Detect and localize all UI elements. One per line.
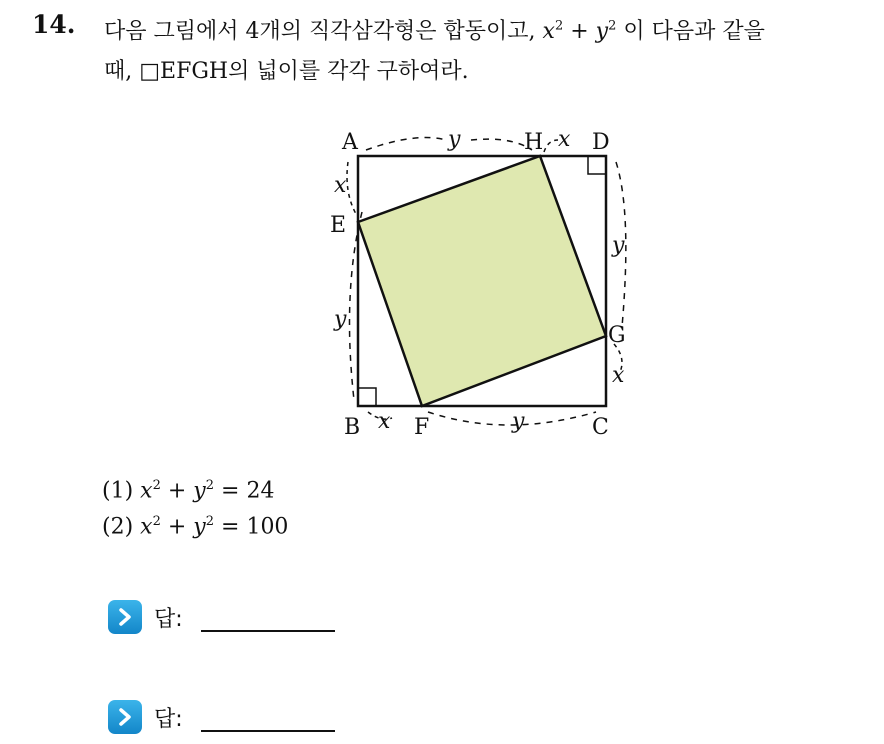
expr-x: x — [542, 19, 555, 44]
condition-2-x: x — [140, 514, 153, 540]
dash-left-lower — [350, 212, 363, 400]
seg-left-x: x — [334, 173, 347, 198]
condition-2-number: (2) — [102, 514, 134, 540]
answer-label-1: 답: — [154, 606, 183, 632]
question-text-line2: 때, □EFGH의 넓이를 각각 구하여라. — [104, 59, 469, 84]
condition-2-y: y — [193, 514, 206, 540]
seg-bottom-x: x — [378, 409, 391, 434]
seg-right-y: y — [612, 233, 625, 258]
expr-x-sup: 2 — [554, 18, 564, 34]
label-b: B — [344, 415, 361, 440]
condition-2-x-sup: 2 — [152, 514, 161, 529]
seg-top-y: y — [448, 127, 461, 152]
figure-svg — [326, 122, 642, 444]
expr-y-sup: 2 — [608, 18, 617, 34]
question-number: 14. — [32, 10, 76, 39]
dash-left-upper — [347, 162, 356, 214]
condition-2-rhs: = 100 — [221, 514, 289, 540]
condition-2-y-sup: 2 — [205, 514, 215, 529]
label-c: C — [592, 415, 609, 440]
condition-1-y: y — [193, 478, 206, 504]
inner-square-efgh — [358, 156, 606, 406]
expr-y: y — [595, 19, 609, 44]
dash-top-left — [366, 138, 446, 150]
condition-1-y-sup: 2 — [205, 478, 215, 493]
label-h: H — [524, 130, 544, 155]
answer-blank-2[interactable] — [201, 702, 335, 732]
answer-row-1 — [108, 600, 335, 634]
answer-row-2 — [108, 700, 335, 734]
chevron-right-icon — [108, 700, 142, 734]
condition-1-x: x — [140, 478, 153, 504]
condition-1-number: (1) — [102, 478, 134, 504]
label-g: G — [608, 323, 626, 348]
answer-label-2: 답: — [154, 706, 183, 732]
square-figure — [326, 122, 642, 444]
dash-top-mid — [471, 139, 532, 150]
expr-plus: + — [563, 19, 596, 44]
label-d: D — [592, 130, 610, 155]
label-e: E — [330, 213, 347, 238]
seg-left-y: y — [334, 307, 347, 332]
seg-bottom-y: y — [512, 409, 525, 434]
question-text-main: 다음 그림에서 4개의 직각삼각형은 합동이고, — [104, 19, 536, 44]
chevron-right-icon — [108, 600, 142, 634]
question-text-tail: 이 다음과 같을 — [616, 19, 765, 44]
question-text-line1 — [104, 14, 765, 45]
right-angle-b — [358, 388, 376, 406]
answer-blank-1[interactable] — [201, 602, 335, 632]
condition-1-x-sup: 2 — [152, 478, 161, 493]
right-angle-d — [588, 156, 606, 174]
condition-1: (1) $x^2 + y^2 = 24$ — [102, 478, 275, 504]
condition-2: (2) $x^2 + y^2 = 100$ — [102, 514, 289, 540]
seg-top-x: x — [558, 127, 571, 152]
label-a: A — [342, 130, 358, 155]
seg-right-x: x — [612, 363, 625, 388]
label-f: F — [414, 415, 430, 440]
dash-top-right — [544, 140, 558, 152]
condition-1-rhs: = 24 — [221, 478, 275, 504]
